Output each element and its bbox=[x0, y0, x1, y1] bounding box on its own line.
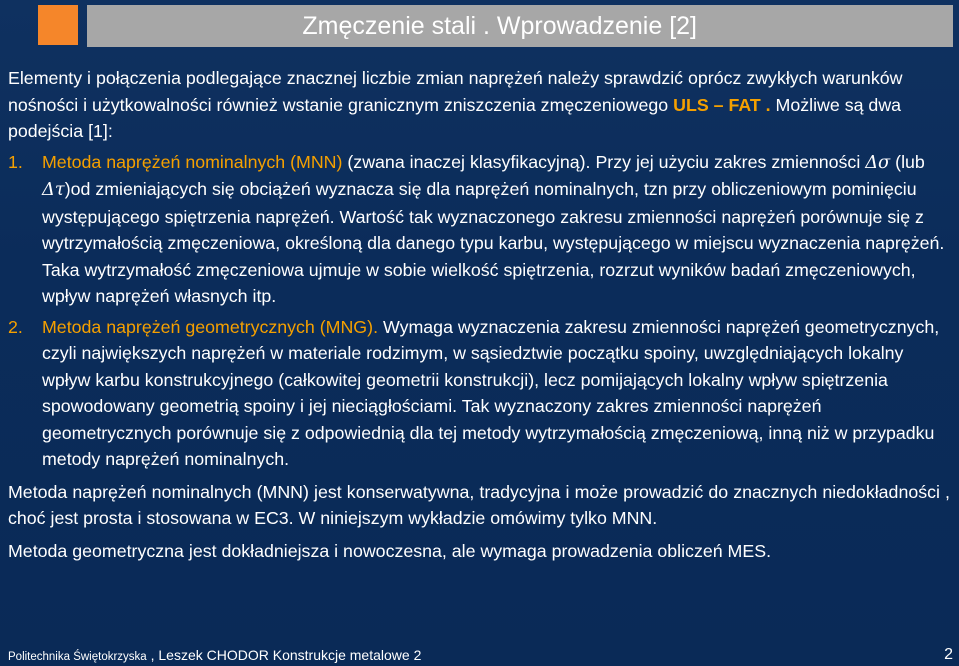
title-bar bbox=[87, 5, 953, 47]
intro-paragraph bbox=[8, 65, 950, 145]
method-text-b: (lub bbox=[890, 151, 925, 172]
list-number: 1. bbox=[8, 151, 23, 172]
method-subtitle: (zwana inaczej klasyfikacyjną). bbox=[347, 151, 591, 172]
intro-text: Elementy i połączenia podlegające znacznej liczbie zmian naprężeń należy sprawdzić oprócz zwykłych warunków nośności i użytkowalności również wstanie granicznym zniszczenia zmęczeniowego bbox=[8, 68, 903, 115]
page-title: Zmęczenie stali . Wprowadzenie [2] bbox=[302, 12, 697, 40]
accent-square bbox=[38, 5, 78, 45]
list-item-mnn bbox=[8, 149, 950, 310]
uls-fat-highlight: ULS – FAT . bbox=[673, 94, 771, 115]
footer-institution: Politechnika Świętokrzyska bbox=[8, 651, 147, 663]
method-title: Metoda naprężeń nominalnych (MNN) bbox=[42, 151, 348, 172]
method-text-a: Przy jej użyciu zakres zmienności bbox=[590, 151, 866, 172]
footer-author: Leszek CHODOR bbox=[158, 647, 269, 663]
intro-text-end: Możliwe są dwa podejścia [1]: bbox=[8, 94, 902, 141]
page-number: 2 bbox=[944, 646, 953, 663]
delta-tau-symbol: Δτ bbox=[42, 179, 65, 200]
geometric-summary-paragraph: Metoda geometryczna jest dokładniejsza i nowoczesna, ale wymaga prowadzenia obliczeń MES. bbox=[8, 540, 772, 561]
list-body bbox=[42, 149, 950, 310]
mnn-summary-paragraph: Metoda naprężeń nominalnych (MNN) jest konserwatywna, tradycyjna i może prowadzić do znacznych niedokładności , choć jest prosta i stosowana w EC3. W niniejszym wykładzie omówimy tylko MNN. bbox=[8, 481, 950, 528]
method-text: Wymaga wyznaczenia zakresu zmienności naprężeń geometrycznych, czyli największych naprężeń w materiale rodzimym, w sąsiedztwie początku spoiny, uwzględniających lokalny wpływ karbu konstrukcyjnego (całkowitej geometrii konstrukcji), lecz pomijających lokalny wpływ spiętrzenia spowodowany geometrią spoiny i jej nieciągłościami. Tak wyznaczony zakres zmienności naprężeń geometrycznych porównuje się z odpowiednią dla tej metody wytrzymałością zmęczeniową, inną niż w przypadku metody naprężeń nominalnych. bbox=[42, 316, 940, 469]
method-text-c: )od zmieniających się obciążeń wyznacza się dla naprężeń nominalnych, tzn przy obliczeniowym pominięciu występującego spiętrzenia naprężeń. Wartość tak wyznaczonego zakresu zmienności naprężeń porównuje się z wytrzymałością zmęczeniowa, określoną dla danego typu karbu, występującego w miejscu wyznaczenia naprężeń. Taka wytrzymałość zmęczeniowa ujmuje w sobie wielkość spiętrzenia, rozrzut wyników badań zmęczeniowych, wpływ naprężeń własnych itp. bbox=[42, 179, 945, 306]
footer-course: Konstrukcje metalowe 2 bbox=[268, 647, 422, 663]
method-title: Metoda naprężeń geometrycznych (MNG). bbox=[42, 316, 379, 337]
footer-separator: , bbox=[146, 647, 159, 663]
list-body bbox=[42, 314, 950, 473]
slide-content bbox=[8, 65, 950, 564]
delta-sigma-symbol: Δσ bbox=[865, 151, 891, 173]
list-item-mng bbox=[8, 314, 950, 473]
list-number: 2. bbox=[8, 316, 23, 337]
footer bbox=[8, 647, 953, 665]
